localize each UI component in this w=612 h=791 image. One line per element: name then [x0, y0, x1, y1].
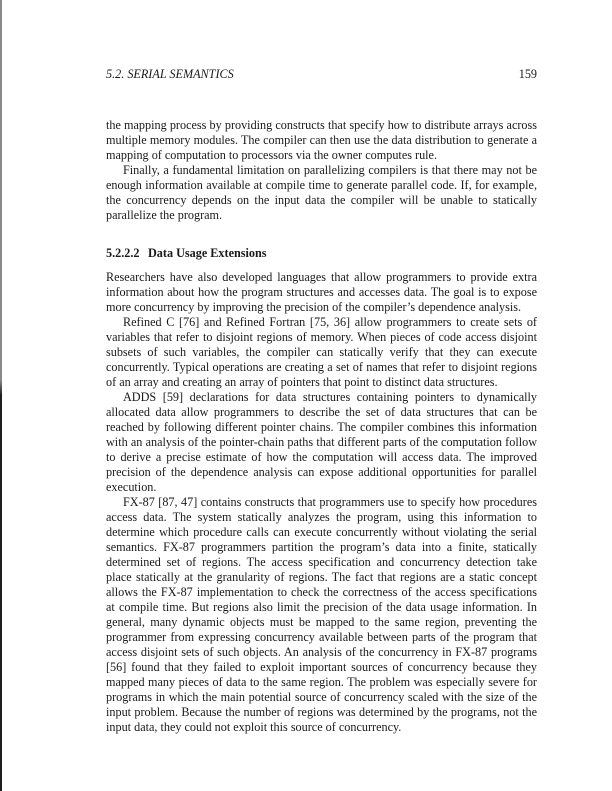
running-head: [106, 66, 537, 82]
paragraph: Researchers have also developed languages that allow programmers to provide extra information about how the program structures and accesses data. The goal is to expose more concurrency by improving the precision of the compiler’s dependence analysis.: [106, 270, 537, 314]
subsection-title: Data Usage Extensions: [148, 246, 267, 260]
paragraph: the mapping process by providing constructs that specify how to distribute arrays across multiple memory modules. The compiler can then use the data distribution to generate a mapping of computation to processors via the owner computes rule.: [106, 118, 537, 162]
subsection-number: 5.2.2.2: [106, 246, 140, 260]
paragraph: ADDS [59] declarations for data structures containing pointers to dynamically allocated data allow programmers to describe the set of data structures that can be reached by following different pointer chains. The compiler combines this information with an analysis of the pointer-chain paths that different parts of the computation follow to derive a precise estimate of how the computation will access data. The improved precision of the dependence analysis can expose additional opportunities for parallel execution.: [106, 390, 537, 494]
subsection-heading: [106, 246, 537, 261]
paragraph: FX-87 [87, 47] contains constructs that programmers use to specify how procedures access data. The system statically analyzes the program, using this information to determine which procedure calls can execute concurrently without violating the serial semantics. FX-87 programmers partition the program’s data into a finite, statically determined set of regions. The access specification and concurrency detection take place statically at the granularity of regions. The fact that regions are a static concept allows the FX-87 implementation to check the correctness of the access specifications at compile time. But regions also limit the precision of the data usage information. In general, many dynamic objects must be mapped to the same region, preventing the programmer from expressing concurrency available between parts of the program that access disjoint sets of such objects. An analysis of the concurrency in FX-87 programs [56] found that they failed to exploit important sources of concurrency because they mapped many pieces of data to the same region. The problem was especially severe for programs in which the main potential source of concurrency scaled with the size of the input problem. Because the number of regions was determined by the programs, not the input data, they could not exploit this source of concurrency.: [106, 495, 537, 734]
paragraph: Refined C [76] and Refined Fortran [75, 36] allow programmers to create sets of variables that refer to disjoint regions of memory. When pieces of code access disjoint subsets of such variables, the compiler can statically verify that they can execute concurrently. Typical operations are creating a set of names that refer to disjoint regions of an array and creating an array of pointers that point to distinct data structures.: [106, 315, 537, 389]
running-head-section: 5.2. SERIAL SEMANTICS: [106, 67, 234, 81]
page-edge-line: [0, 0, 2, 791]
page-body: [106, 118, 537, 735]
page-number: 159: [518, 67, 537, 81]
paragraph: Finally, a fundamental limitation on parallelizing compilers is that there may not be enough information available at compile time to generate parallel code. If, for example, the concurrency depends on the input data the compiler will be unable to statically parallelize the program.: [106, 163, 537, 222]
